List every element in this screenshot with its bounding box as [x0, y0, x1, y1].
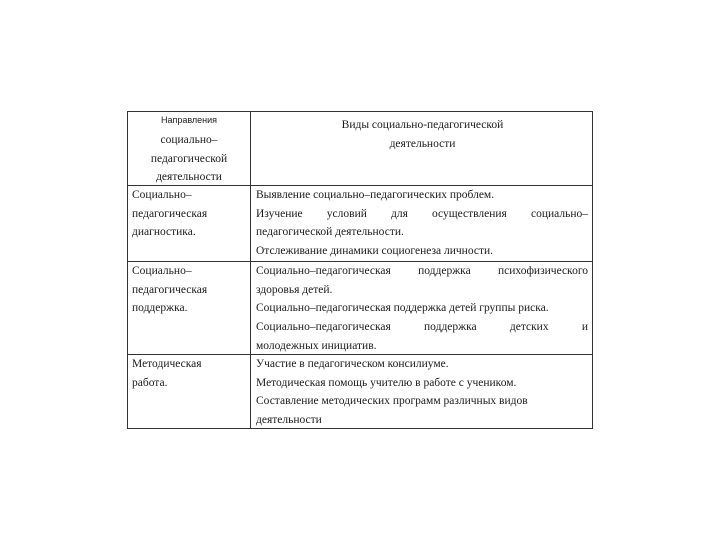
header-left-line: педагогической: [150, 152, 228, 165]
type-line: деятельности: [256, 414, 322, 427]
header-directions-label: Направления: [160, 115, 218, 125]
direction-line: Социально–: [132, 189, 192, 201]
row-diagnostics-direction: [132, 186, 247, 242]
type-line: Выявление социально–педагогических проблем.: [256, 189, 495, 201]
type-line: Составление методических программ различных видов: [256, 395, 528, 408]
row-support-direction: [132, 262, 247, 318]
type-line: Социально–педагогическая поддержка психофизического: [256, 265, 588, 277]
direction-line: работа.: [132, 376, 168, 389]
header-left-line: деятельности: [156, 171, 222, 184]
type-line: Участие в педагогическом консилиуме.: [256, 358, 449, 370]
header-types-cell: [251, 116, 594, 153]
type-line: Изучение условий для осуществления социально–: [256, 207, 588, 220]
row-methodical-types: [256, 355, 588, 430]
type-line: молодежных инициатив.: [256, 339, 377, 352]
header-directions-cell: [128, 112, 250, 187]
header-right-line: Виды социально-педагогической: [341, 119, 504, 131]
header-right-line: деятельности: [389, 137, 456, 150]
type-line: Отслеживание динамики социогенеза личности.: [256, 245, 494, 258]
type-line: здоровья детей.: [256, 283, 333, 296]
type-line: педагогической деятельности.: [256, 226, 404, 239]
type-line: Социально–педагогическая поддержка детских и: [256, 321, 588, 334]
row-methodical-direction: [132, 355, 247, 392]
row-support-types: [256, 262, 588, 356]
activity-table: [127, 111, 593, 429]
type-line: Социально–педагогическая поддержка детей группы риска.: [256, 302, 549, 315]
row-diagnostics-types: [256, 186, 588, 261]
type-line: Методическая помощь учителю в работе с учеником.: [256, 376, 517, 389]
direction-line: поддержка.: [132, 302, 188, 315]
column-divider: [250, 112, 251, 428]
direction-line: Методическая: [132, 358, 202, 370]
direction-line: педагогическая: [132, 207, 208, 220]
direction-line: диагностика.: [132, 226, 196, 239]
direction-line: педагогическая: [132, 283, 208, 296]
header-left-line: социально–: [160, 134, 218, 146]
direction-line: Социально–: [132, 265, 192, 277]
